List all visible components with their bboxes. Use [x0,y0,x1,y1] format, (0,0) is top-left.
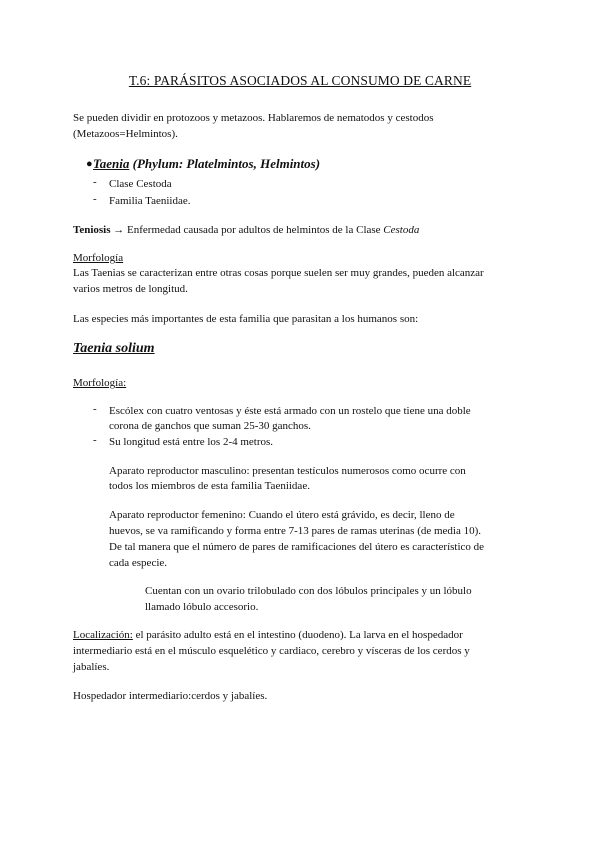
intro-line-2: (Metazoos=Helmintos). [73,128,178,140]
teniosis-definition [73,222,419,238]
arrow-icon: → [113,224,125,236]
hospedador-text: Hospedador intermediario:cerdos y jabalíes. [73,690,268,702]
ovario-line-2: llamado lóbulo accesorio. [145,601,259,613]
dash-icon: - [93,434,97,446]
teniosis-term: Teniosis [73,224,111,236]
teniosis-italic: Cestoda [383,224,420,236]
localizacion-text-1: el parásito adulto está en el intestino (duodeno). La larva en el hospedador [132,629,463,641]
taenia-heading [93,156,320,172]
bullet-icon: ● [86,158,93,170]
ovario-line-1: Cuentan con un ovario trilobulado con dos lóbulos principales y un lóbulo [145,585,472,597]
masculino-line-1: Aparato reproductor masculino: presentan testículos numerosos como ocurre con [109,465,466,477]
femenino-line-2: huevos, se va ramificando y forma entre 7-13 pares de ramas uterinas (de media 10). [109,525,482,537]
dash-icon: - [93,403,97,415]
localizacion-line-3: jabalíes. [73,661,110,673]
morfologia-line-2: varios metros de longitud. [73,283,188,295]
femenino-line-1: Aparato reproductor femenino: Cuando el útero está grávido, es decir, lleno de [109,509,455,521]
dash-icon: - [93,193,97,205]
morfologia-solium-heading: Morfología: [73,377,127,389]
intro-line-1: Se pueden dividir en protozoos y metazoos. Hablaremos de nematodos y cestodos [73,112,434,124]
list-item-clase: Clase Cestoda [109,178,172,190]
longitud-text: Su longitud está entre los 2-4 metros. [109,436,274,448]
taenia-heading-name: Taenia [93,156,130,171]
morfologia-line-1: Las Taenias se caracterizan entre otras cosas porque suelen ser muy grandes, pueden alcanzar [73,267,484,279]
masculino-line-2: todos los miembros de esta familia Taeniidae. [109,480,310,492]
escolex-line-1: Escólex con cuatro ventosas y éste está armado con un rostelo que tiene una doble [109,405,471,417]
localizacion-label: Localización: [73,629,133,641]
page-title: T.6: PARÁSITOS ASOCIADOS AL CONSUMO DE CARNE [128,73,472,88]
list-item-familia: Familia Taeniidae. [109,195,191,207]
localizacion-line-2: intermediario está en el músculo esquelético y cardiaco, cerebro y vísceras de los cerdos y [73,645,470,657]
taenia-solium-heading: Taenia solium [73,341,155,356]
especies-text: Las especies más importantes de esta familia que parasitan a los humanos son: [73,313,419,325]
teniosis-text: Enfermedad causada por adultos de helmintos de la Clase [124,224,384,236]
femenino-line-3: De tal manera que el número de pares de ramificaciones del útero es característico de [109,541,485,553]
localizacion-line-1 [73,627,463,643]
morfologia-heading: Morfología [73,252,124,264]
taenia-heading-rest: (Phylum: Platelmintos, Helmintos) [129,156,321,171]
dash-icon: - [93,176,97,188]
escolex-line-2: corona de ganchos que suman 25-30 ganchos. [109,420,311,432]
femenino-line-4: cada especie. [109,557,168,569]
